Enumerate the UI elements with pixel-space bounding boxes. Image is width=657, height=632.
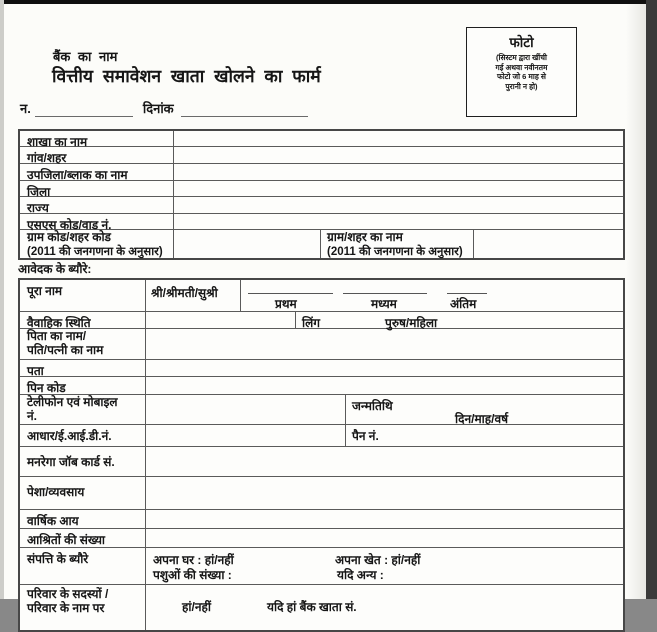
photo-note-line: गई अथवा नवीनतम [495,62,548,72]
branch-name-label: शाखा का नाम [27,135,88,149]
family-yes-no-label: हां/नहीं [182,600,211,614]
scan-top-edge [0,0,657,4]
annual-income-label: वार्षिक आय [27,514,79,528]
column-divider [145,447,146,476]
location-details-table [18,129,625,260]
mnrega-card-label: मनरेगा जॉब कार्ड सं. [27,455,115,469]
table-row-family-members [20,585,623,630]
scan-right-edge [646,0,657,599]
table-row-marital-status [20,312,623,329]
column-divider [145,329,146,359]
bank-name-label: बैंक का नाम [53,49,118,64]
village-code-line1: ग्राम कोड/शहर कोड [27,230,111,244]
photo-box-note [467,53,576,91]
column-divider [173,131,174,146]
number-label: न. [20,101,31,116]
column-divider [345,395,346,424]
family-label-line1: परिवार के सदस्यों / [27,587,109,601]
table-row-ss-code [20,214,623,230]
column-divider [145,360,146,376]
village-city-label: गांव/शहर [27,151,67,165]
applicant-section-heading: आवेदक के ब्यौरे: [18,262,92,276]
address-label: पता [27,364,44,378]
phone-label-line1: टेलीफोन एवं मोबाइल [27,395,118,409]
father-label-line2: पति/पत्नी का नाम [27,342,104,357]
family-members-label [27,588,108,615]
own-farm-label: अपना खेत : हां/नहीं [335,553,421,567]
column-divider [145,585,146,630]
table-row-annual-income [20,510,623,529]
father-spouse-label [27,330,103,357]
animal-count-label: पशुओं की संख्या : [153,568,232,582]
father-label-line1: पिता का नाम/ [27,329,87,343]
photo-box [466,27,577,117]
if-other-label: यदि अन्य : [337,568,384,582]
family-label-line2: परिवार के नाम पर [27,600,105,615]
column-divider [145,477,146,509]
column-divider [173,197,174,213]
pan-label: पैन नं. [352,429,379,443]
column-divider [145,395,146,424]
village-name-label [327,231,463,259]
form-title: वित्तीय समावेशन खाता खोलने का फार्म [52,66,321,86]
photo-note-line: पुरानी न हो) [505,81,538,91]
subdistrict-block-label: उपजिला/ब्लाक का नाम [27,168,128,182]
number-date-line [20,99,308,117]
table-row-subdistrict [20,164,623,181]
phone-label [27,396,118,423]
photo-note-line: (सिस्टम द्वारा खींची [496,53,547,62]
column-divider [295,312,296,328]
column-divider [145,529,146,547]
column-divider [173,181,174,196]
column-divider [145,425,146,446]
column-divider [173,230,174,258]
pin-code-label: पिन कोड [27,381,66,395]
table-row-pin-code [20,377,623,395]
column-divider [173,214,174,229]
gender-label: लिंग [302,316,321,330]
village-code-label [27,231,163,259]
column-divider [173,147,174,163]
table-row-village-city [20,147,623,164]
column-divider [145,548,146,584]
table-row-branch [20,131,623,147]
scan-left-edge [0,0,4,599]
column-divider [145,312,146,328]
first-name-blank-line [248,293,333,294]
last-name-blank-line [447,293,487,294]
gender-options: पुरुष/महिला [385,316,438,330]
village-code-line2: (2011 की जनगणना के अनुसार) [27,245,163,258]
table-row-occupation [20,477,623,510]
table-row-full-name [20,280,623,312]
table-row-district [20,181,623,197]
column-divider [240,280,241,311]
table-row-address [20,360,623,377]
date-blank-line [181,104,308,117]
table-row-property-details [20,548,623,585]
photo-note-line: फोटो जो 6 माह से [497,72,546,81]
salutation-label: श्री/श्रीमती/सुश्री [151,286,218,300]
state-label: राज्य [27,201,49,215]
marital-status-label: वैवाहिक स्थिति [27,316,91,330]
photo-box-title: फोटो [509,35,534,50]
dependents-label: आश्रितों की संख्या [27,533,106,547]
table-row-father-spouse-name [20,329,623,360]
number-blank-line [35,104,133,117]
village-name-line2: (2011 की जनगणना के अनुसार) [327,245,463,258]
full-name-label: पूरा नाम [27,284,63,298]
middle-name-blank-line [343,293,427,294]
phone-label-line2: नं. [27,408,37,423]
table-row-aadhaar-pan [20,425,623,447]
page-right-fade [626,4,646,599]
middle-name-caption: मध्यम [371,297,397,311]
table-row-census-codes [20,230,623,258]
own-house-label: अपना घर : हां/नहीं [153,553,234,567]
table-row-dependents [20,529,623,548]
dob-label: जन्मतिथि [352,399,393,413]
applicant-details-table [18,278,625,632]
column-divider [345,425,346,446]
dob-format-hint: दिन/माह/वर्ष [455,412,509,426]
column-divider [145,510,146,528]
column-divider [145,280,146,311]
district-label: जिला [27,185,51,199]
first-name-caption: प्रथम [275,297,297,311]
table-row-mnrega-card [20,447,623,477]
occupation-label: पेशा/व्यवसाय [27,485,85,499]
village-name-line1: ग्राम/शहर का नाम [327,230,403,244]
column-divider [145,377,146,394]
family-if-yes-label: यदि हां बैंक खाता सं. [267,600,357,614]
ss-code-ward-label: एसएस कोड/वाड नं. [27,218,112,232]
aadhaar-eid-label: आधार/ई.आई.डी.नं. [27,429,112,443]
column-divider [320,230,321,258]
property-details-label: संपत्ति के ब्यौरे [27,552,89,566]
table-row-phone-dob [20,395,623,425]
column-divider [173,164,174,180]
last-name-caption: अंतिम [450,297,477,311]
date-label: दिनांक [142,101,174,116]
table-row-state [20,197,623,214]
column-divider [473,230,474,258]
